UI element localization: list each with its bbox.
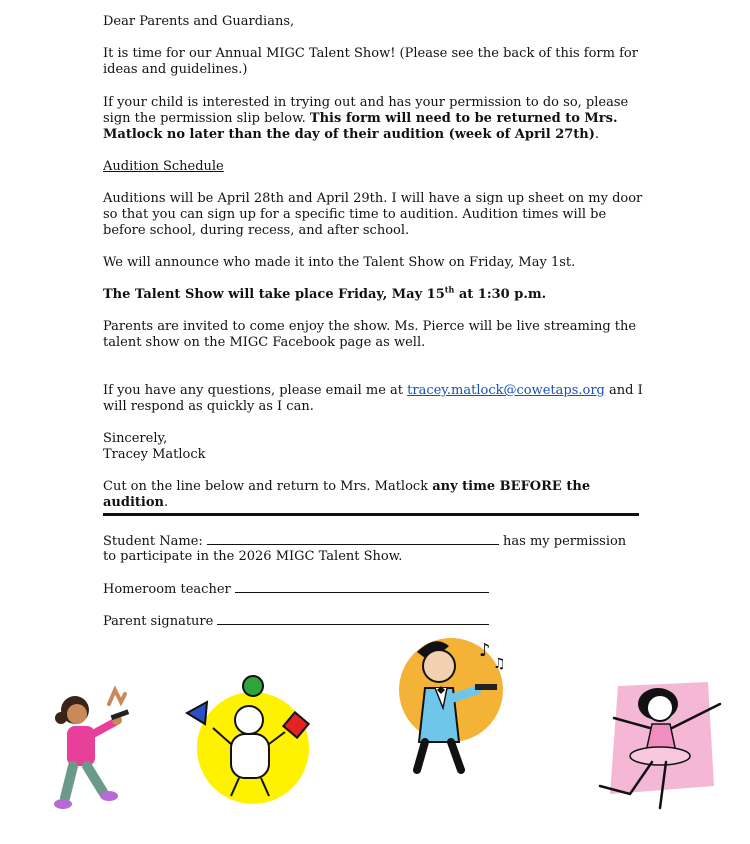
- cut-instruction: Cut on the line below and return to Mrs. Matlock any time BEFORE the audition.: [103, 479, 591, 510]
- parents-paragraph: Parents are invited to come enjoy the show. Ms. Pierce will be live streaming the talent show on the MIGC Facebook page as well.: [103, 319, 637, 350]
- singing-girl-clipart: [45, 680, 140, 820]
- email-link[interactable]: tracey.matlock@cowetaps.org: [407, 383, 605, 398]
- juggling-baby-clipart: [185, 668, 310, 808]
- permission-paragraph: If your child is interested in trying out and has your permission to do so, please sign the permission slip below. This form will need to be returned to Mrs. Matlock no later than the day of their audition (week of April 27th).: [103, 95, 629, 142]
- ballerina-clipart: [590, 676, 740, 816]
- svg-text:♫: ♫: [493, 656, 506, 672]
- audition-paragraph: Auditions will be April 28th and April 29th. I will have a sign up sheet on my door so that you can sign up for a specific time to audition. Audition times will be before school, during recess, and after school.: [103, 191, 643, 238]
- student-name-field[interactable]: [207, 533, 499, 545]
- parent-signature-field[interactable]: [217, 613, 489, 625]
- return-deadline: This form will need to be returned to Mrs. Matlock no later than the day of their audition (week of April 27th): [103, 111, 618, 142]
- signature-name: Tracey Matlock: [103, 447, 206, 462]
- student-name-line: Student Name: has my permission: [103, 534, 627, 549]
- closing: Sincerely,: [103, 431, 168, 446]
- show-date-paragraph: The Talent Show will take place Friday, May 15th at 1:30 p.m.: [103, 284, 547, 302]
- questions-paragraph: If you have any questions, please email me at tracey.matlock@cowetaps.org and I will respond as quickly as I can.: [103, 383, 643, 414]
- homeroom-line: Homeroom teacher: [103, 581, 643, 598]
- singing-man-clipart: [395, 632, 515, 777]
- schedule-heading: Audition Schedule: [103, 159, 224, 174]
- greeting: Dear Parents and Guardians,: [103, 14, 295, 29]
- announcement-paragraph: We will announce who made it into the Talent Show on Friday, May 1st.: [103, 255, 576, 270]
- parent-signature-line: Parent signature: [103, 613, 643, 630]
- intro-paragraph: It is time for our Annual MIGC Talent Show! (Please see the back of this form for ideas and guidelines.): [103, 46, 638, 77]
- student-name-line-2: to participate in the 2026 MIGC Talent Show.: [103, 549, 403, 564]
- svg-text:♪: ♪: [479, 640, 491, 661]
- cut-line: [103, 513, 639, 516]
- homeroom-teacher-field[interactable]: [235, 581, 489, 593]
